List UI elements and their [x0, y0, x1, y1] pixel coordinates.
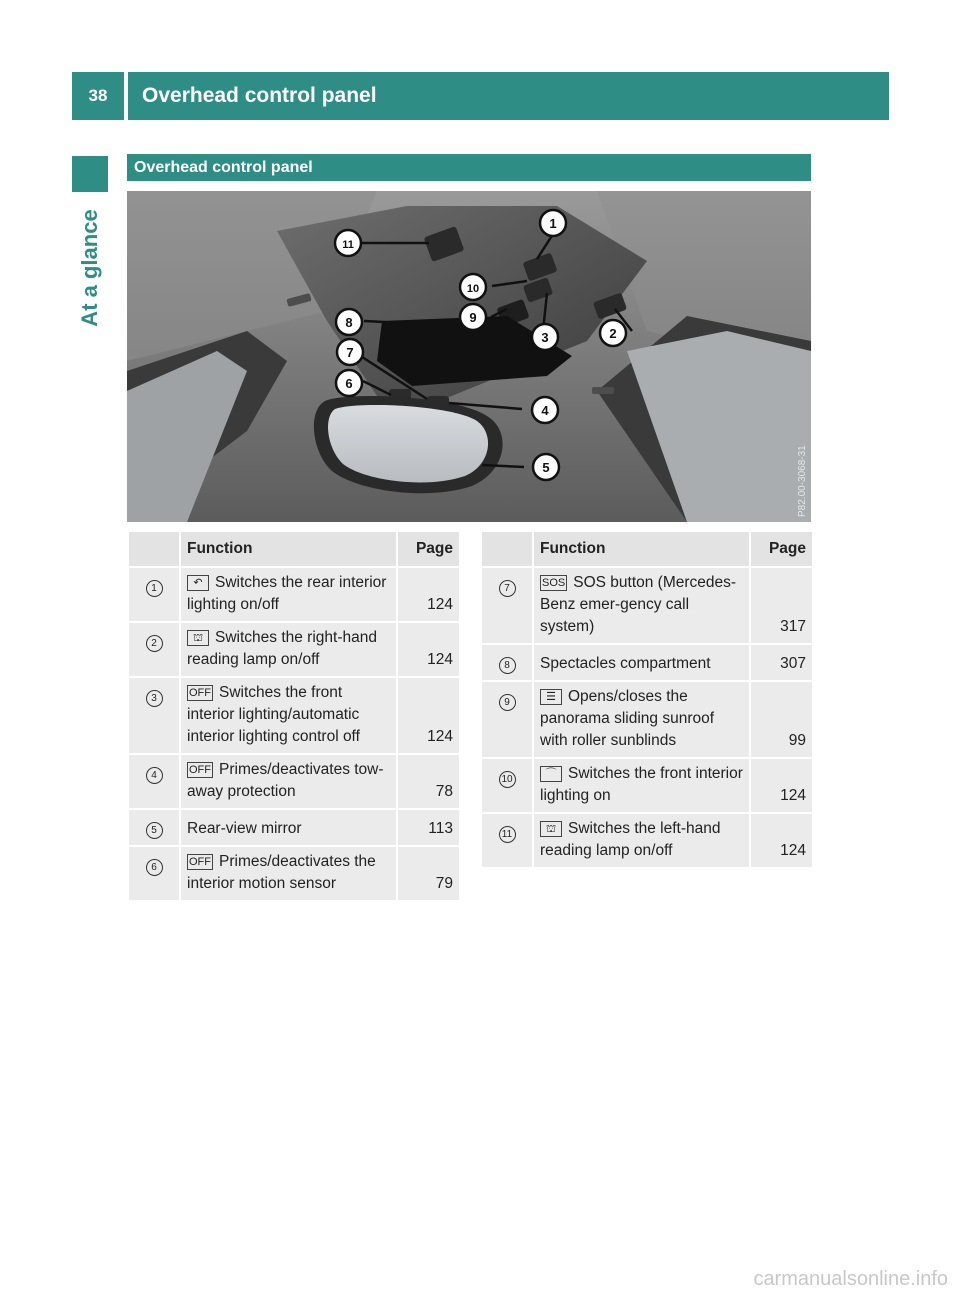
table-row	[128, 809, 460, 846]
table-header-row	[128, 531, 460, 567]
reading-lamp-icon: ⛫	[540, 821, 562, 837]
num-header	[481, 531, 533, 567]
item-number: 7	[499, 580, 516, 597]
footer-watermark[interactable]: carmanualsonline.info	[753, 1268, 948, 1290]
item-number: 4	[146, 767, 163, 784]
function-text: SOS button (Mercedes-Benz emer-gency call system)	[540, 574, 737, 635]
callout-1: 1	[549, 216, 557, 231]
page-header	[72, 72, 889, 120]
front-light-icon: ⌒	[540, 766, 562, 782]
page-ref: 317	[750, 567, 813, 644]
function-table-left	[127, 530, 461, 902]
page-ref: 99	[750, 681, 813, 758]
photo-code: P82.00-3068-31	[797, 445, 808, 517]
item-number: 10	[499, 771, 516, 788]
item-number: 2	[146, 635, 163, 652]
item-number: 11	[499, 826, 516, 843]
page-ref: 124	[397, 677, 460, 754]
callout-9: 9	[469, 310, 477, 325]
function-text: Switches the front interior lighting/automatic interior lighting control off	[187, 684, 360, 745]
function-text: Primes/deactivates the interior motion sensor	[187, 853, 376, 892]
reading-lamp-icon: ⛫	[187, 630, 209, 646]
header-title: Overhead control panel	[142, 84, 377, 107]
page-ref: 124	[397, 622, 460, 677]
table-row	[481, 644, 813, 681]
table-row	[481, 813, 813, 868]
item-number: 1	[146, 580, 163, 597]
light-off-icon: OFF	[189, 687, 211, 699]
num-header	[128, 531, 180, 567]
table-row	[128, 622, 460, 677]
table-row	[481, 758, 813, 813]
table-row	[128, 567, 460, 622]
callout-11: 11	[342, 239, 354, 251]
page-ref: 307	[750, 644, 813, 681]
page-ref: 124	[397, 567, 460, 622]
motion-sensor-icon: OFF	[189, 856, 211, 868]
function-text: Switches the rear interior lighting on/off	[187, 574, 387, 613]
function-text: Switches the front interior lighting on	[540, 765, 743, 804]
table-row	[481, 567, 813, 644]
function-table-right	[480, 530, 814, 869]
overhead-panel-photo	[127, 191, 811, 522]
page-ref: 79	[397, 846, 460, 901]
function-text: Opens/closes the panorama sliding sunroof with roller sunblinds	[540, 688, 715, 749]
item-number: 8	[499, 657, 516, 674]
item-number: 6	[146, 859, 163, 876]
function-header: Function	[533, 531, 750, 567]
page-ref: 124	[750, 813, 813, 868]
function-text: Switches the right-hand reading lamp on/off	[187, 629, 377, 668]
sos-icon: SOS	[542, 577, 566, 589]
function-text: Switches the left-hand reading lamp on/off	[540, 820, 721, 859]
page-number: 38	[88, 86, 108, 105]
callout-10: 10	[466, 283, 480, 295]
callout-5: 5	[542, 460, 550, 475]
sunroof-icon: ☰	[540, 689, 562, 705]
table-row	[481, 681, 813, 758]
page-header: Page	[750, 531, 813, 567]
page-ref: 113	[397, 809, 460, 846]
item-number: 3	[146, 690, 163, 707]
function-text: Spectacles compartment	[540, 655, 711, 672]
callout-2: 2	[609, 326, 617, 341]
callout-4: 4	[541, 403, 549, 418]
item-number: 9	[499, 694, 516, 711]
side-tab-label: At a glance	[77, 209, 102, 327]
table-row	[128, 754, 460, 809]
side-tab-marker	[72, 156, 108, 192]
table-row	[128, 677, 460, 754]
page-header: Page	[397, 531, 460, 567]
section-title: Overhead control panel	[127, 154, 811, 181]
function-text: Primes/deactivates tow-away protection	[187, 761, 384, 800]
item-number: 5	[146, 822, 163, 839]
table-row	[128, 846, 460, 901]
callout-7: 7	[346, 345, 354, 360]
callout-3: 3	[541, 330, 549, 345]
tow-away-icon: OFF	[189, 764, 211, 776]
table-header-row	[481, 531, 813, 567]
callout-6: 6	[345, 376, 353, 391]
function-text: Rear-view mirror	[187, 820, 302, 837]
rear-light-icon: ↶	[187, 575, 209, 591]
function-header: Function	[180, 531, 397, 567]
page-ref: 124	[750, 758, 813, 813]
page-ref: 78	[397, 754, 460, 809]
header-divider	[124, 72, 128, 120]
callout-8: 8	[345, 315, 353, 330]
